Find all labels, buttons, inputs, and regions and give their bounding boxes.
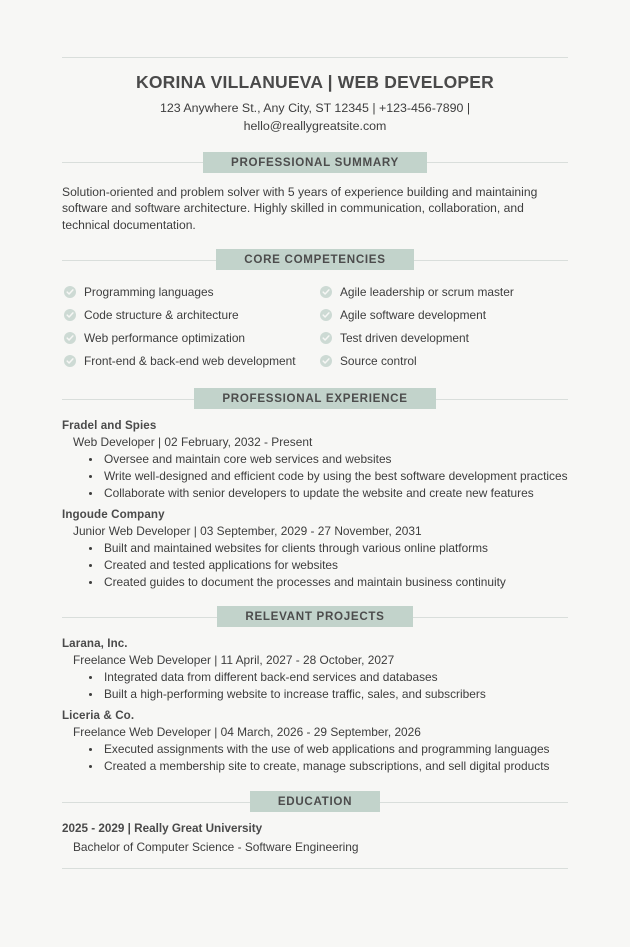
contact-line: 123 Anywhere St., Any City, ST 12345 | +123-456-7890 | hello@reallygreatsite.com <box>159 101 471 134</box>
check-circle-icon <box>320 309 332 321</box>
list-item <box>320 326 568 349</box>
section-header-professional-experience <box>62 388 568 409</box>
entry-company: Larana, Inc. <box>62 637 128 651</box>
entry-role: Web Developer | 02 February, 2032 - Present <box>73 435 313 450</box>
section-banner-label: CORE COMPETENCIES <box>216 249 413 270</box>
section-header-professional-summary <box>62 152 568 173</box>
entry-bullets <box>62 451 568 502</box>
list-item: • Integrated data from different back-end services and databases <box>102 669 568 686</box>
education-title: 2025 - 2029 | Really Great University <box>62 822 263 836</box>
list-item: • Created guides to document the processes and maintain business continuity <box>102 574 568 591</box>
check-circle-icon <box>64 355 76 367</box>
professional-summary-text: Solution-oriented and problem solver with 5 years of experience building and maintaining software and software architecture. Highly skilled in communication, collaboration, and technical documentation. <box>62 184 538 232</box>
list-item <box>320 303 568 326</box>
entry-company: Liceria & Co. <box>62 709 135 723</box>
list-item: • Executed assignments with the use of web applications and programming languages <box>102 741 568 758</box>
project-entry <box>62 709 568 775</box>
list-item <box>64 280 320 303</box>
section-banner-label: PROFESSIONAL EXPERIENCE <box>194 388 435 409</box>
entry-bullets <box>62 540 568 591</box>
check-circle-icon <box>64 309 76 321</box>
project-entry <box>62 637 568 703</box>
page-title: KORINA VILLANUEVA | WEB DEVELOPER <box>136 72 494 92</box>
list-item-label: Agile software development <box>340 307 487 322</box>
list-item: • Oversee and maintain core web services and websites <box>102 451 568 468</box>
entry-role: Freelance Web Developer | 04 March, 2026 - 29 September, 2026 <box>73 725 421 740</box>
list-item: • Collaborate with senior developers to update the website and create new features <box>102 485 568 502</box>
section-header-education <box>62 791 568 812</box>
list-item: • Write well-designed and efficient code by using the best software development practices <box>102 468 568 485</box>
section-header-core-competencies <box>62 249 568 270</box>
list-item: • Built a high-performing website to increase traffic, sales, and subscribers <box>102 686 568 703</box>
section-banner-label: PROFESSIONAL SUMMARY <box>203 152 427 173</box>
list-item <box>64 303 320 326</box>
entry-role: Freelance Web Developer | 11 April, 2027 - 28 October, 2027 <box>73 653 395 668</box>
list-item <box>320 349 568 372</box>
check-circle-icon <box>64 286 76 298</box>
entry-role: Junior Web Developer | 03 September, 2029 - 27 November, 2031 <box>73 523 422 538</box>
resume-page <box>0 57 630 947</box>
core-competencies-grid <box>62 280 568 372</box>
check-circle-icon <box>64 332 76 344</box>
experience-entry <box>62 419 568 502</box>
section-banner-label: EDUCATION <box>250 791 380 812</box>
list-item: • Created and tested applications for websites <box>102 557 568 574</box>
check-circle-icon <box>320 286 332 298</box>
section-header-relevant-projects <box>62 606 568 627</box>
list-item-label: Front-end & back-end web development <box>84 353 296 368</box>
education-entry <box>62 822 568 854</box>
list-item <box>320 280 568 303</box>
list-item-label: Programming languages <box>84 284 214 299</box>
check-circle-icon <box>320 332 332 344</box>
experience-entry <box>62 508 568 591</box>
top-divider <box>62 57 568 58</box>
entry-company: Fradel and Spies <box>62 419 157 433</box>
list-item-label: Test driven development <box>340 330 469 345</box>
bottom-divider <box>62 868 568 869</box>
list-item-label: Source control <box>340 353 417 368</box>
entry-bullets <box>62 669 568 703</box>
list-item-label: Code structure & architecture <box>84 307 239 322</box>
entry-company: Ingoude Company <box>62 507 165 521</box>
list-item-label: Agile leadership or scrum master <box>340 284 514 299</box>
check-circle-icon <box>320 355 332 367</box>
section-banner-label: RELEVANT PROJECTS <box>217 606 412 627</box>
education-subtitle: Bachelor of Computer Science - Software Engineering <box>73 840 359 855</box>
entry-bullets <box>62 741 568 775</box>
list-item: • Built and maintained websites for clients through various online platforms <box>102 540 568 557</box>
list-item: • Created a membership site to create, manage subscriptions, and sell digital products <box>102 758 568 775</box>
list-item <box>64 349 320 372</box>
list-item <box>64 326 320 349</box>
list-item-label: Web performance optimization <box>84 330 246 345</box>
